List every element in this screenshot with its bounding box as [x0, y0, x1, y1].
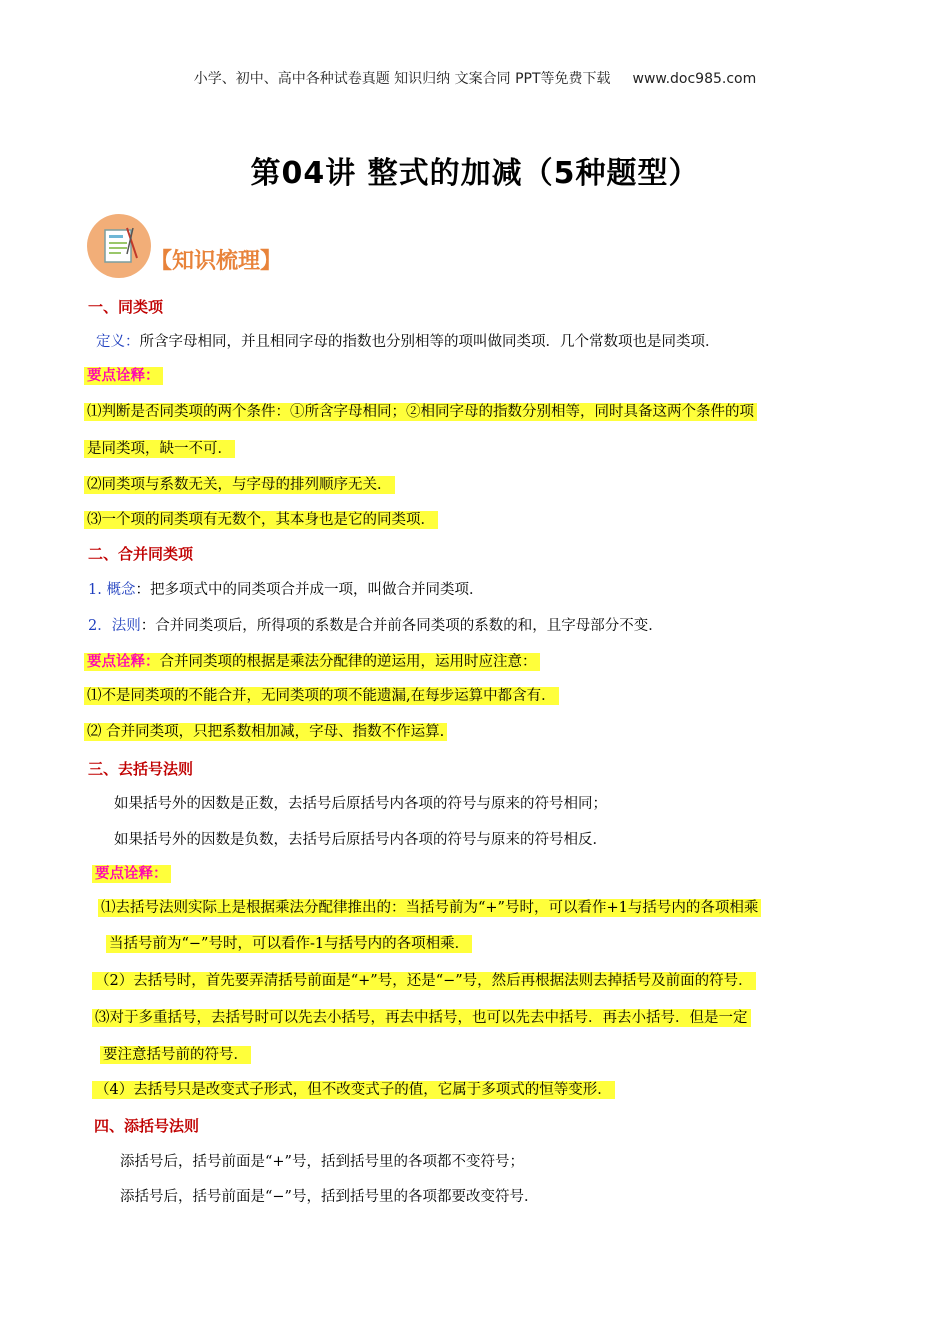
rule-3-line-2: 如果括号外的因数是负数，去括号后原括号内各项的符号与原来的符号相反．: [114, 832, 607, 848]
key-notes-line-2: [84, 650, 540, 671]
page-header: [0, 68, 950, 88]
note-1-1b: [84, 437, 235, 458]
notebook-icon: [87, 214, 151, 278]
note-text: ⑵同类项与系数无关，与字母的排列顺序无关．: [84, 476, 395, 494]
page-title: 第04讲 整式的加减（5种题型）: [250, 156, 700, 191]
key-notes-label: 要点诠释：: [87, 654, 160, 670]
rule-line: [88, 614, 663, 635]
note-text: ⑶对于多重括号，去括号时可以先去小括号，再去中括号，也可以先去中括号．再去小括号．但是一定: [92, 1009, 751, 1027]
note-1-2: [84, 473, 395, 494]
note-3-4: [92, 1078, 615, 1099]
concept-text: ：把多项式中的同类项合并成一项，叫做合并同类项．: [135, 582, 484, 598]
key-notes-label: 要点诠释：: [84, 367, 163, 385]
section-3-heading: 三、去括号法则: [88, 760, 194, 778]
note-text: ⑶一个项的同类项有无数个，其本身也是它的同类项．: [84, 511, 438, 529]
note-1-3: [84, 508, 438, 529]
note-2-1: [84, 684, 559, 705]
section-2-heading: 二、合并同类项: [88, 545, 194, 563]
note-text: ⑴不是同类项的不能合并，无同类项的项不能遗漏,在每步运算中都含有．: [84, 687, 559, 705]
key-notes-label-1: [84, 364, 163, 385]
rule-4-line-1: 添括号后，括号前面是“+”号，括到括号里的各项都不变符号；: [120, 1154, 524, 1170]
header-text: 小学、初中、高中各种试卷真题 知识归纳 文案合同 PPT等免费下载: [193, 71, 611, 87]
key-notes-label: 要点诠释：: [92, 865, 171, 883]
concept-label: 1. 概念: [88, 582, 136, 598]
note-text: ⑴判断是否同类项的两个条件：①所含字母相同；②相同字母的指数分别相等，同时具备这两个条件的项: [84, 403, 757, 421]
rule-label: 2．法则: [88, 618, 141, 634]
note-2-2: [84, 720, 447, 741]
note-3-3a: [92, 1006, 751, 1027]
note-3-1b: [106, 932, 472, 953]
note-text: 是同类项，缺一不可．: [84, 440, 235, 458]
note-text: （2）去括号时，首先要弄清括号前面是“+”号，还是“−”号，然后再根据法则去掉括号及前面的符号．: [92, 972, 756, 990]
section-4-heading: 四、添括号法则: [94, 1117, 200, 1135]
key-notes-label-3: [92, 862, 171, 883]
note-1-1a: [84, 400, 757, 421]
rule-4-line-2: 添括号后，括号前面是“−”号，括到括号里的各项都要改变符号．: [120, 1189, 539, 1205]
definition-line: [96, 330, 720, 351]
note-text: ⑴去括号法则实际上是根据乘法分配律推出的：当括号前为“+”号时，可以看作+1与括号内的各项相乘: [98, 899, 761, 917]
definition-label: 定义：: [96, 334, 140, 350]
note-text: 当括号前为“−”号时，可以看作-1与括号内的各项相乘．: [106, 935, 472, 953]
note-3-2: [92, 969, 756, 990]
knowledge-section-title: 【知识梳理】: [150, 249, 283, 274]
note-text: ⑵ 合并同类项，只把系数相加减，字母、指数不作运算.: [84, 723, 447, 741]
note-3-1a: [98, 896, 761, 917]
key-notes-text: 合并同类项的根据是乘法分配律的逆运用，运用时应注意：: [159, 654, 537, 670]
definition-text: 所含字母相同，并且相同字母的指数也分别相等的项叫做同类项．几个常数项也是同类项．: [139, 334, 720, 350]
note-3-3b: [100, 1043, 251, 1064]
concept-line: [88, 578, 483, 599]
rule-3-line-1: 如果括号外的因数是正数，去括号后原括号内各项的符号与原来的符号相同；: [114, 796, 607, 812]
note-text: （4）去括号只是改变式子形式，但不改变式子的值，它属于多项式的恒等变形．: [92, 1081, 615, 1099]
note-text: 要注意括号前的符号．: [100, 1046, 251, 1064]
section-1-heading: 一、同类项: [88, 298, 164, 316]
header-site-link[interactable]: www.doc985.com: [632, 71, 757, 87]
rule-text: ：合并同类项后，所得项的系数是合并前各同类项的系数的和，且字母部分不变．: [140, 618, 663, 634]
